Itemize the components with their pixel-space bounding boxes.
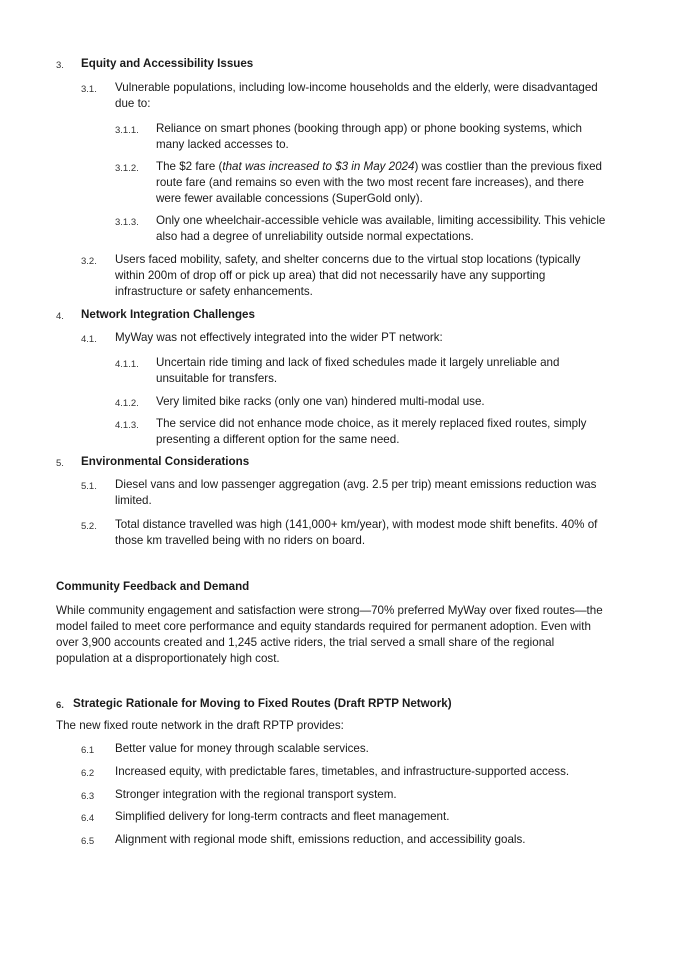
item-5-1-number: 5.1. — [81, 481, 97, 492]
item-3-1-3-number: 3.1.3. — [115, 217, 139, 228]
section-6-number: 6. — [56, 700, 64, 711]
item-3-1-line-1: Vulnerable populations, including low-income households and the elderly, were disadvantaged — [115, 81, 598, 94]
item-5-2-line-2: those km travelled being with no riders on board. — [115, 534, 366, 547]
item-6-3-number: 6.3 — [81, 791, 95, 802]
section-6-intro: The new fixed route network in the draft RPTP provides: — [56, 719, 344, 732]
item-5-2-line-1: Total distance travelled was high (141,000+ km/year), with modest mode shift benefits. 40% of — [115, 518, 598, 531]
item-3-1-2-line-3: were fewer available concessions (SuperGold only). — [156, 192, 423, 205]
item-4-1-3-line-1: The service did not enhance mode choice, as it merely replaced fixed routes, simply — [156, 417, 587, 430]
item-6-1-number: 6.1 — [81, 745, 95, 756]
community-line-4: population at a disproportionately high cost. — [56, 652, 280, 665]
item-6-2-text: Increased equity, with predictable fares, timetables, and infrastructure-supported access. — [115, 765, 570, 778]
item-3-1-2-number: 3.1.2. — [115, 163, 139, 174]
item-3-1-1-line-1: Reliance on smart phones (booking through app) or phone booking systems, which — [156, 122, 582, 135]
item-5-1-line-2: limited. — [115, 494, 152, 507]
item-3-1-1-number: 3.1.1. — [115, 125, 139, 136]
item-3-2-line-3: infrastructure or safety enhancements. — [115, 285, 313, 298]
item-4-1-3-number: 4.1.3. — [115, 420, 139, 431]
item-6-5-text: Alignment with regional mode shift, emissions reduction, and accessibility goals. — [115, 833, 526, 846]
section-5-number: 5. — [56, 458, 64, 469]
section-3-number: 3. — [56, 60, 64, 71]
section-5-heading: Environmental Considerations — [81, 455, 250, 468]
item-6-4-text: Simplified delivery for long-term contracts and fleet management. — [115, 810, 450, 823]
item-4-1-1-line-2: unsuitable for transfers. — [156, 372, 278, 385]
item-6-3-text: Stronger integration with the regional transport system. — [115, 788, 397, 801]
item-5-2-number: 5.2. — [81, 521, 97, 532]
community-line-3: over 3,900 accounts created and 1,245 active riders, the trial served a small share of the regional — [56, 636, 555, 649]
community-line-1: While community engagement and satisfaction were strong—70% preferred MyWay over fixed routes—the — [56, 604, 603, 617]
item-4-1-1-number: 4.1.1. — [115, 359, 139, 370]
item-3-1-3-line-1: Only one wheelchair-accessible vehicle was available, limiting accessibility. This vehicle — [156, 214, 606, 227]
item-3-1-3-line-2: also had a degree of unreliability outside normal expectations. — [156, 230, 474, 243]
item-4-1-line-1: MyWay was not effectively integrated into the wider PT network: — [115, 331, 443, 344]
item-3-2-number: 3.2. — [81, 256, 97, 267]
item-4-1-2-line-1: Very limited bike racks (only one van) hindered multi-modal use. — [156, 395, 485, 408]
section-6-heading: Strategic Rationale for Moving to Fixed Routes (Draft RPTP Network) — [73, 697, 452, 710]
item-3-1-number: 3.1. — [81, 84, 97, 95]
item-5-1-line-1: Diesel vans and low passenger aggregation (avg. 2.5 per trip) meant emissions reduction was — [115, 478, 597, 491]
item-6-5-number: 6.5 — [81, 836, 95, 847]
section-3-heading: Equity and Accessibility Issues — [81, 57, 254, 70]
section-4-heading: Network Integration Challenges — [81, 308, 255, 321]
item-6-1-text: Better value for money through scalable services. — [115, 742, 369, 755]
community-heading: Community Feedback and Demand — [56, 580, 250, 593]
item-4-1-number: 4.1. — [81, 334, 97, 345]
item-3-1-line-2: due to: — [115, 97, 151, 110]
item-3-1-1-line-2: many lacked accesses to. — [156, 138, 289, 151]
item-3-1-2-line-1: The $2 fare (that was increased to $3 in May 2024) was costlier than the previous fixed — [156, 160, 602, 173]
community-line-2: model failed to meet core performance and equity standards required for permanent adoption. Even with — [56, 620, 591, 633]
section-4-number: 4. — [56, 311, 64, 322]
item-3-1-2-line-2: route fare (and remains so even with the two most recent fare increases), and there — [156, 176, 584, 189]
item-3-2-line-1: Users faced mobility, safety, and shelter concerns due to the virtual stop locations (typically — [115, 253, 581, 266]
item-4-1-2-number: 4.1.2. — [115, 398, 139, 409]
item-6-2-number: 6.2 — [81, 768, 95, 779]
item-3-2-line-2: within 200m of drop off or pick up area) that did not necessarily have any supporting — [115, 269, 546, 282]
item-4-1-3-line-2: presenting a different option for the same need. — [156, 433, 400, 446]
item-4-1-1-line-1: Uncertain ride timing and lack of fixed schedules made it largely unreliable and — [156, 356, 560, 369]
item-6-4-number: 6.4 — [81, 813, 95, 824]
